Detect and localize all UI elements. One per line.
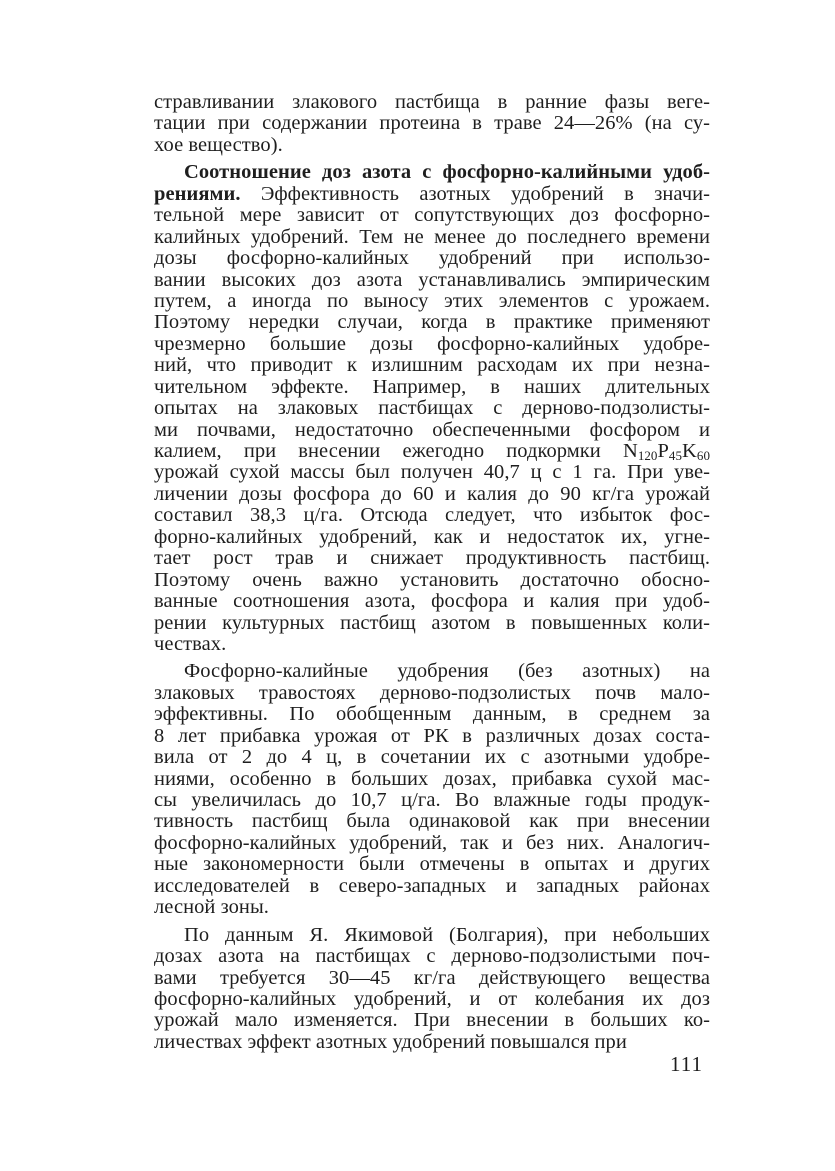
text-line bbox=[154, 227, 710, 248]
text-line bbox=[154, 747, 710, 768]
formula-subscript: 120 bbox=[637, 448, 658, 463]
line-text: ниями, особенно в больших дозах, прибавка сухой мас- bbox=[154, 767, 710, 790]
line-text: исследователей в северо-западных и западных районах bbox=[154, 874, 710, 897]
bold-heading-text: Соотношение доз азота с фосфорно-калийными удоб- bbox=[184, 161, 710, 184]
line-text: эффективны. По обобщенным данным, в среднем за bbox=[154, 703, 710, 726]
formula-element: P bbox=[657, 440, 669, 462]
text-line bbox=[154, 162, 710, 183]
line-text: злаковых травостоях дерново-подзолистых почв мало- bbox=[154, 681, 710, 704]
line-text: тает рост трав и снижает продуктивность пастбищ. bbox=[154, 547, 710, 570]
text-line bbox=[154, 420, 710, 441]
line-text: тельной мере зависит от сопутствующих доз фосфорно- bbox=[154, 204, 710, 227]
line-text: ми почвами, недостаточно обеспеченными фосфором и bbox=[154, 418, 710, 441]
text-line bbox=[154, 505, 710, 526]
line-text: чествах. bbox=[154, 632, 227, 655]
text-line bbox=[154, 527, 710, 548]
line-text: стравливании злакового пастбища в ранние фазы веге- bbox=[154, 91, 710, 113]
text-line bbox=[154, 591, 710, 612]
text-line bbox=[154, 833, 710, 854]
text-line bbox=[154, 811, 710, 832]
text-line bbox=[154, 968, 710, 989]
line-text: тивность пастбищ была одинаковой как при внесении bbox=[154, 810, 710, 833]
text-line bbox=[154, 876, 710, 897]
text-line bbox=[154, 312, 710, 333]
line-text: Фосфорно-калийные удобрения (без азотных) на bbox=[184, 660, 710, 683]
text-line bbox=[154, 613, 710, 634]
text-line bbox=[154, 1010, 710, 1031]
text-line bbox=[154, 726, 710, 747]
text-line bbox=[154, 570, 710, 591]
text-line bbox=[154, 248, 710, 269]
text-line bbox=[154, 398, 710, 419]
formula-subscript: 60 bbox=[696, 448, 710, 463]
text-line bbox=[154, 925, 710, 946]
line-text: По данным Я. Якимовой (Болгария), при небольших bbox=[184, 923, 710, 946]
line-text: лесной зоны. bbox=[154, 896, 269, 919]
line-text: составил 38,3 ц/га. Отсюда следует, что избыток фос- bbox=[154, 504, 710, 527]
text-line bbox=[154, 1032, 710, 1053]
line-text: ные закономерности были отмечены в опытах и других bbox=[154, 853, 710, 876]
formula-element: K bbox=[682, 440, 697, 462]
formula-subscript: 45 bbox=[668, 448, 683, 463]
text-line bbox=[154, 270, 710, 291]
line-text: личении дозы фосфора до 60 и калия до 90 кг/га урожай bbox=[154, 482, 710, 505]
line-text: урожай мало изменяется. При внесении в больших ко- bbox=[154, 1009, 710, 1032]
text-line bbox=[154, 548, 710, 569]
text-line bbox=[154, 790, 710, 811]
text-line bbox=[154, 334, 710, 355]
line-text: ний, что приводит к излишним расходам их при незна- bbox=[154, 354, 710, 377]
line-text: фосфорно-калийных удобрений, и от колебания их доз bbox=[154, 987, 710, 1010]
line-text: фосфорно-калийных удобрений, так и без них. Аналогич- bbox=[154, 831, 710, 854]
line-text: калийных удобрений. Тем не менее до последнего времени bbox=[154, 225, 710, 248]
text-line bbox=[154, 135, 710, 156]
text-line bbox=[154, 291, 710, 312]
line-text: чительном эффекте. Например, в наших длительных bbox=[154, 375, 710, 398]
page-number: 111 bbox=[670, 1052, 703, 1076]
text-line bbox=[154, 205, 710, 226]
text-line bbox=[154, 355, 710, 376]
line-text: личествах эффект азотных удобрений повышался при bbox=[154, 1030, 627, 1053]
text-line bbox=[154, 184, 710, 205]
line-text: дозы фосфорно-калийных удобрений при использо- bbox=[154, 247, 710, 270]
line-text: Поэтому очень важно установить достаточно обосно- bbox=[154, 568, 710, 591]
line-text: ванные соотношения азота, фосфора и калия при удоб- bbox=[154, 590, 710, 613]
line-text: форно-калийных удобрений, как и недостаток их, угне- bbox=[154, 525, 710, 548]
line-text: урожай сухой массы был получен 40,7 ц с 1 га. При уве- bbox=[154, 461, 710, 484]
line-text: путем, а иногда по выносу этих элементов с урожаем. bbox=[154, 289, 710, 312]
text-line bbox=[154, 634, 710, 655]
text-line bbox=[154, 897, 710, 918]
text-line bbox=[154, 704, 710, 725]
line-text: Поэтому нередки случаи, когда в практике применяют bbox=[154, 311, 710, 334]
text-line bbox=[154, 441, 710, 462]
bold-heading-text: рениями. bbox=[154, 182, 241, 205]
line-text: опытах на злаковых пастбищах с дерново-подзолисты- bbox=[154, 397, 710, 420]
text-line bbox=[154, 854, 710, 875]
line-text: Эффективность азотных удобрений в значи- bbox=[240, 182, 710, 205]
line-text: вании высоких доз азота устанавливались эмпирическим bbox=[154, 268, 710, 291]
line-text: чрезмерно большие дозы фосфорно-калийных удобре- bbox=[154, 332, 710, 355]
line-text: сы увеличилась до 10,7 ц/га. Во влажные годы продук- bbox=[154, 789, 710, 811]
text-line bbox=[154, 769, 710, 790]
line-text: тации при содержании протеина в траве 24—26% (на су- bbox=[154, 112, 710, 135]
text-line bbox=[154, 92, 710, 113]
line-text: калием, при внесении ежегодно подкормки N bbox=[154, 440, 638, 462]
line-text: дозах азота на пастбищах с дерново-подзолистыми поч- bbox=[154, 945, 710, 968]
text-line bbox=[154, 462, 710, 483]
line-text: рении культурных пастбищ азотом в повышенных коли- bbox=[154, 611, 710, 634]
text-line bbox=[154, 946, 710, 967]
line-text: вами требуется 30—45 кг/га действующего вещества bbox=[154, 966, 710, 989]
line-text: 8 лет прибавка урожая от РК в различных дозах соста- bbox=[154, 724, 710, 747]
line-text: хое вещество). bbox=[154, 133, 283, 156]
text-line bbox=[154, 989, 710, 1010]
line-text: вила от 2 до 4 ц, в сочетании их с азотными удобре- bbox=[154, 746, 710, 769]
page-text-block bbox=[154, 92, 710, 1053]
text-line bbox=[154, 377, 710, 398]
text-line bbox=[154, 661, 710, 682]
text-line bbox=[154, 113, 710, 134]
text-line bbox=[154, 484, 710, 505]
text-line bbox=[154, 683, 710, 704]
